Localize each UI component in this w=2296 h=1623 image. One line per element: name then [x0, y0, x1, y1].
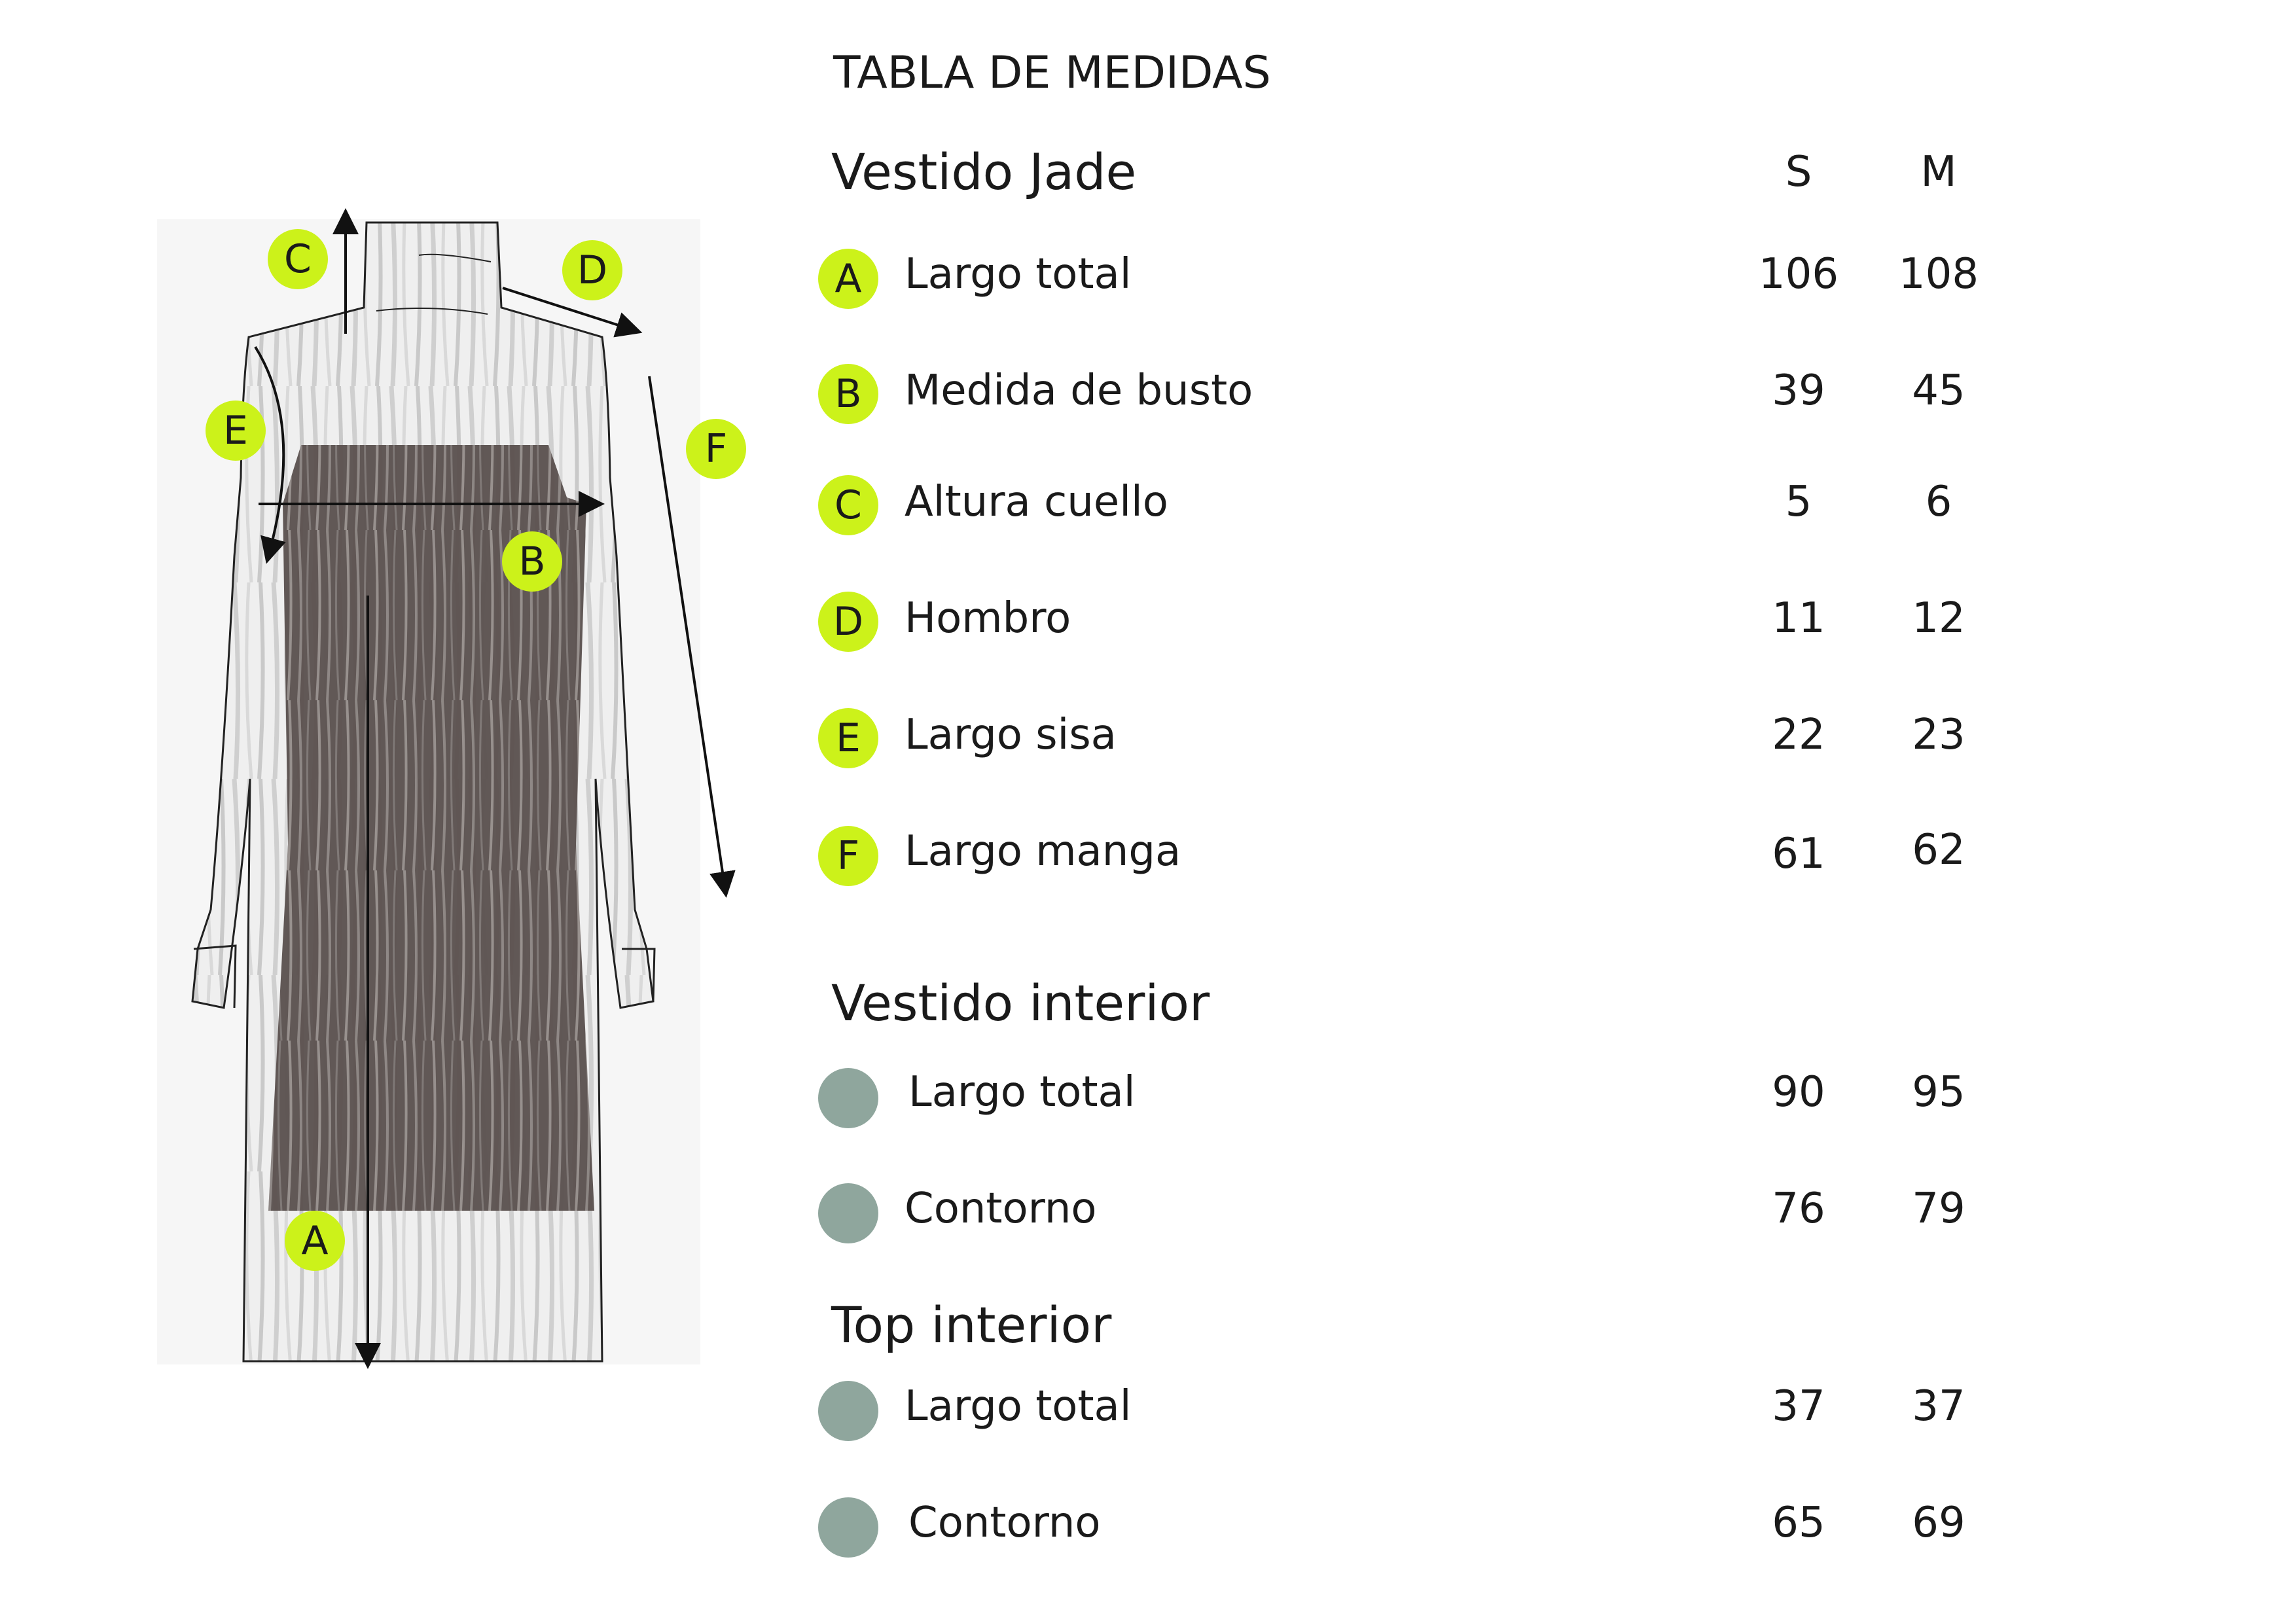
- section-title-top-interior: Top interior: [831, 1296, 1112, 1354]
- row-marker-letter: B: [834, 371, 862, 417]
- value-s: 90: [1772, 1068, 1825, 1116]
- row-marker-letter: D: [833, 599, 864, 645]
- dress-drawing: [151, 190, 766, 1387]
- value-s: 37: [1772, 1382, 1825, 1431]
- row-marker-grey: [818, 1183, 878, 1243]
- value-s: 22: [1772, 711, 1825, 759]
- row-marker-d: [818, 592, 878, 652]
- marker-c-badge: [268, 229, 328, 289]
- marker-f-badge: [686, 419, 746, 479]
- row-marker-b: [818, 364, 878, 424]
- row-label-hombro: Hombro: [905, 594, 1071, 643]
- column-header-s: S: [1785, 148, 1812, 196]
- row-marker-letter: E: [836, 715, 861, 761]
- marker-e-badge: [206, 401, 266, 461]
- value-m: 45: [1912, 366, 1965, 415]
- value-m: 95: [1912, 1068, 1965, 1116]
- marker-a-badge: [285, 1211, 345, 1271]
- value-m: 108: [1898, 250, 1979, 298]
- row-label-largo-manga: Largo manga: [905, 827, 1181, 876]
- marker-f-letter: F: [704, 426, 728, 472]
- dress-illustration: [151, 190, 766, 1387]
- marker-e-letter: E: [223, 408, 248, 454]
- value-m: 6: [1925, 478, 1952, 526]
- section-title-vestido-interior: Vestido interior: [831, 974, 1210, 1032]
- row-marker-grey: [818, 1381, 878, 1441]
- row-marker-c: [818, 475, 878, 535]
- column-header-m: M: [1920, 148, 1957, 196]
- row-label-contorno: Contorno: [908, 1499, 1101, 1547]
- value-m: 79: [1912, 1185, 1965, 1233]
- value-s: 39: [1772, 366, 1825, 415]
- section-title-vestido-jade: Vestido Jade: [831, 143, 1137, 201]
- row-marker-a: [818, 249, 878, 309]
- row-label-largo-total: Largo total: [905, 250, 1132, 298]
- value-m: 37: [1912, 1382, 1965, 1431]
- marker-a-letter: A: [301, 1218, 329, 1264]
- row-marker-grey: [818, 1068, 878, 1128]
- value-s: 5: [1785, 478, 1812, 526]
- row-marker-e: [818, 708, 878, 768]
- marker-b-badge: [502, 531, 562, 592]
- value-m: 12: [1912, 594, 1965, 643]
- value-s: 65: [1772, 1499, 1825, 1547]
- row-label-medida-de-busto: Medida de busto: [905, 366, 1253, 415]
- marker-c-letter: C: [284, 236, 312, 282]
- row-marker-letter: F: [836, 833, 860, 879]
- row-marker-grey: [818, 1497, 878, 1558]
- table-title: TABLA DE MEDIDAS: [833, 47, 1271, 99]
- marker-d-letter: D: [577, 247, 608, 293]
- row-label-largo-sisa: Largo sisa: [905, 711, 1117, 759]
- value-s: 76: [1772, 1185, 1825, 1233]
- marker-d-badge: [562, 240, 622, 300]
- value-m: 23: [1912, 711, 1965, 759]
- row-marker-letter: A: [834, 256, 862, 302]
- marker-b-letter: B: [518, 539, 546, 584]
- row-label-contorno: Contorno: [905, 1185, 1097, 1233]
- row-label-altura-cuello: Altura cuello: [905, 478, 1168, 526]
- row-marker-letter: C: [834, 482, 862, 528]
- value-m: 62: [1912, 826, 1965, 874]
- value-m: 69: [1912, 1499, 1965, 1547]
- row-label-largo-total: Largo total: [905, 1382, 1132, 1431]
- row-label-largo-total: Largo total: [908, 1068, 1136, 1116]
- row-marker-f: [818, 826, 878, 886]
- value-s: 11: [1772, 594, 1825, 643]
- value-s: 61: [1772, 830, 1825, 878]
- value-s: 106: [1758, 250, 1839, 298]
